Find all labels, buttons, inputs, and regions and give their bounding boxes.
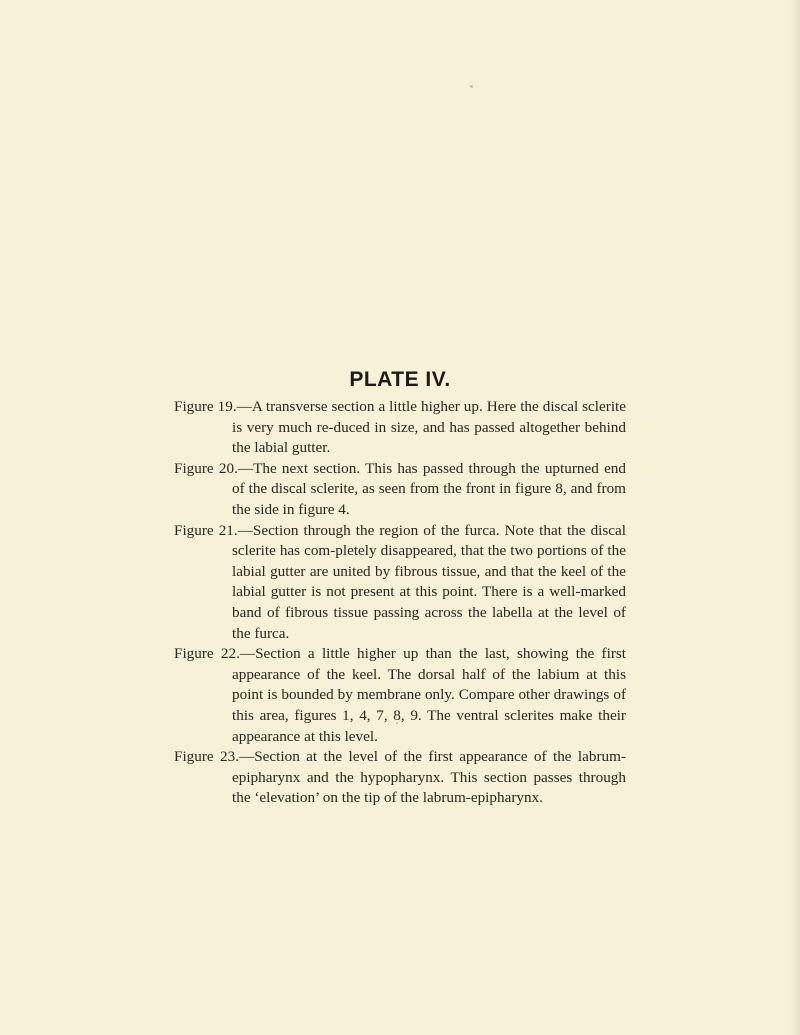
caption-label: Figure 19. xyxy=(174,398,237,415)
caption-text: —Section through the region of the furca. Note that the discal sclerite has com-pletely disappeared, that the two portions of the labial gutter are united by fibrous tissue, and that the keel of the labial gutter is not present at this point. There is a well-marked band of fibrous tissue passing across the labella at the level of the furca. xyxy=(232,521,626,642)
caption-figure-22 xyxy=(174,644,626,747)
caption-label: Figure 23. xyxy=(174,748,240,766)
figure-captions xyxy=(174,397,626,809)
caption-text: —A transverse section a little higher up. Here the discal sclerite is very much re-duced in size, and has passed altogether behind the labial gutter. xyxy=(232,398,626,457)
caption-label: Figure 22. xyxy=(174,645,240,663)
caption-figure-21 xyxy=(174,521,626,645)
paper-speck xyxy=(470,85,473,88)
caption-figure-23 xyxy=(174,747,626,809)
caption-text: —Section at the level of the first appearance of the labrum-epipharynx and the hypopharynx. This section passes through the ‘elevation’ on the tip of the labrum-epipharynx. xyxy=(232,748,627,807)
caption-figure-19 xyxy=(174,397,626,459)
caption-figure-20 xyxy=(174,459,626,521)
caption-text: .—The next section. This has passed through the upturned end of the discal sclerite, as seen from the front in figure 8, and from the side in figure 4. xyxy=(232,459,626,518)
caption-label: Figure 20 xyxy=(174,459,235,477)
caption-label: Figure 21. xyxy=(174,521,238,539)
plate-title: PLATE IV. xyxy=(349,368,451,391)
page-edge-shadow xyxy=(790,0,800,1035)
caption-text: —Section a little higher up than the last, showing the first appearance of the keel. The dorsal half of the labium at this point is bounded by membrane only. Compare other drawings of this area, figures 1, 4, 7, 8, 9. The ventral sclerites make their appearance at this level. xyxy=(232,645,627,745)
